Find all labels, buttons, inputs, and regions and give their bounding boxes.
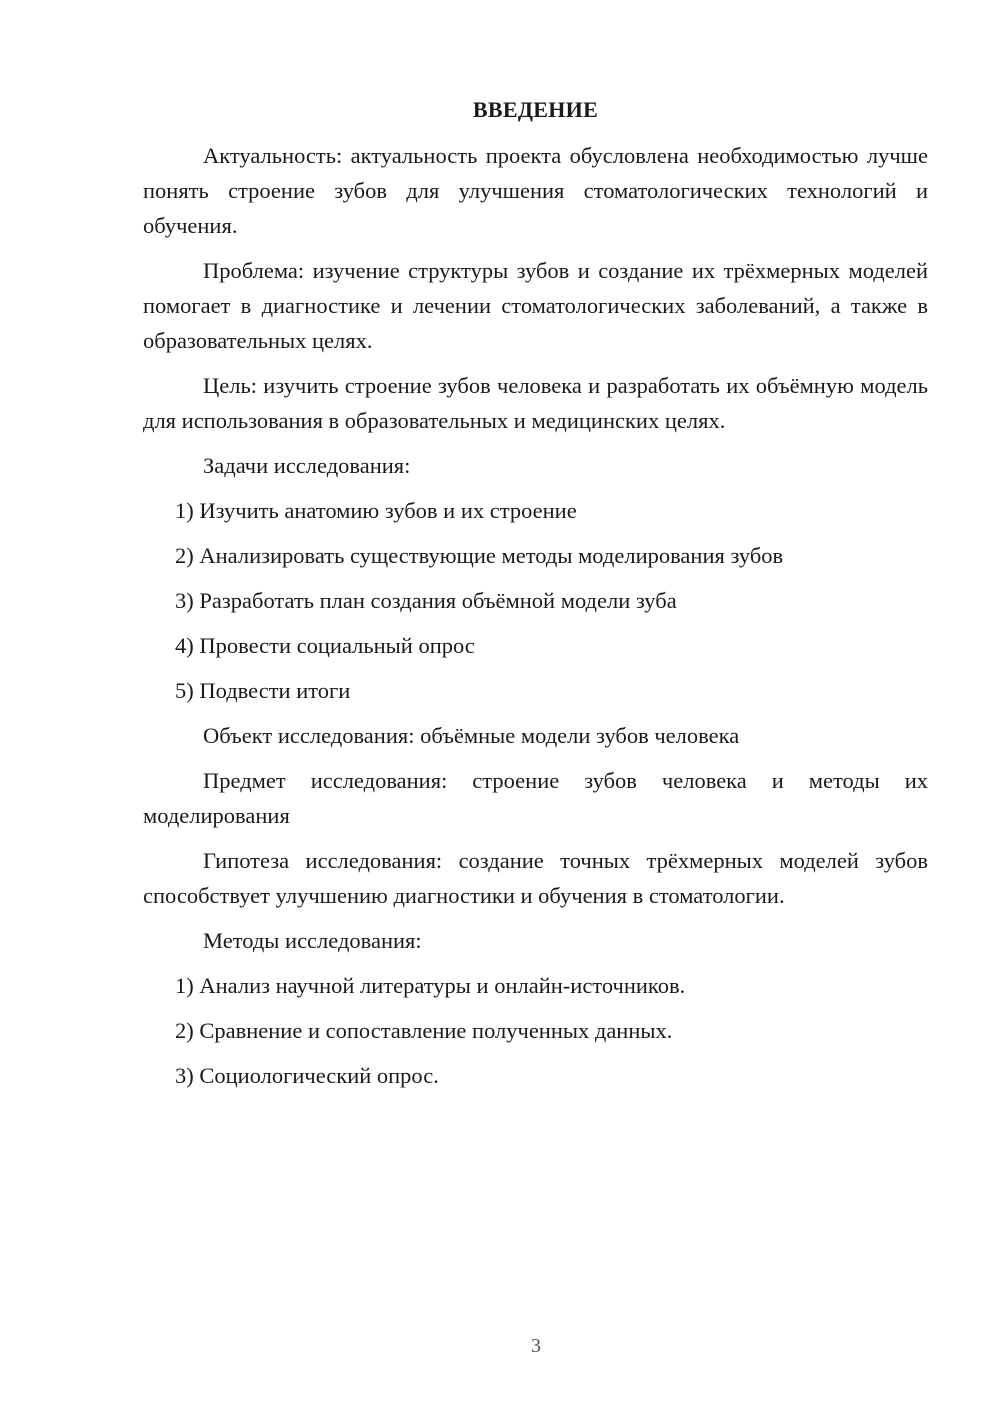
methods-heading: Методы исследования: [203, 928, 422, 953]
list-item: 3) Разработать план создания объёмной модели зуба [175, 588, 677, 613]
list-item: 1) Анализ научной литературы и онлайн-источников. [175, 973, 686, 998]
tasks-list [143, 493, 928, 708]
list-item: 3) Социологический опрос. [175, 1063, 439, 1088]
hypothesis-paragraph: Гипотеза исследования: создание точных трёхмерных моделей зубов способствует улучшению диагностики и обучения в стоматологии. [143, 848, 928, 908]
goal-paragraph: Цель: изучить строение зубов человека и разработать их объёмную модель для использования в образовательных и медицинских целях. [143, 373, 928, 433]
list-item: 5) Подвести итоги [175, 678, 351, 703]
list-item: 2) Анализировать существующие методы моделирования зубов [175, 543, 784, 568]
page-content [143, 92, 928, 1103]
tasks-heading: Задачи исследования: [203, 453, 411, 478]
page-number: 3 [531, 1335, 541, 1357]
object-paragraph: Объект исследования: объёмные модели зубов человека [203, 723, 740, 748]
list-item: 1) Изучить анатомию зубов и их строение [175, 498, 577, 523]
relevance-paragraph: Актуальность: актуальность проекта обусловлена необходимостью лучше понять строение зубов для улучшения стоматологических технологий и обучения. [143, 143, 928, 238]
page-title: ВВЕДЕНИЕ [472, 97, 599, 122]
subject-paragraph: Предмет исследования: строение зубов человека и методы их моделирования [143, 768, 928, 828]
list-item: 2) Сравнение и сопоставление полученных данных. [175, 1018, 673, 1043]
problem-paragraph: Проблема: изучение структуры зубов и создание их трёхмерных моделей помогает в диагностике и лечении стоматологических заболеваний, а также в образовательных целях. [143, 258, 928, 353]
list-item: 4) Провести социальный опрос [175, 633, 475, 658]
methods-list [143, 968, 928, 1093]
